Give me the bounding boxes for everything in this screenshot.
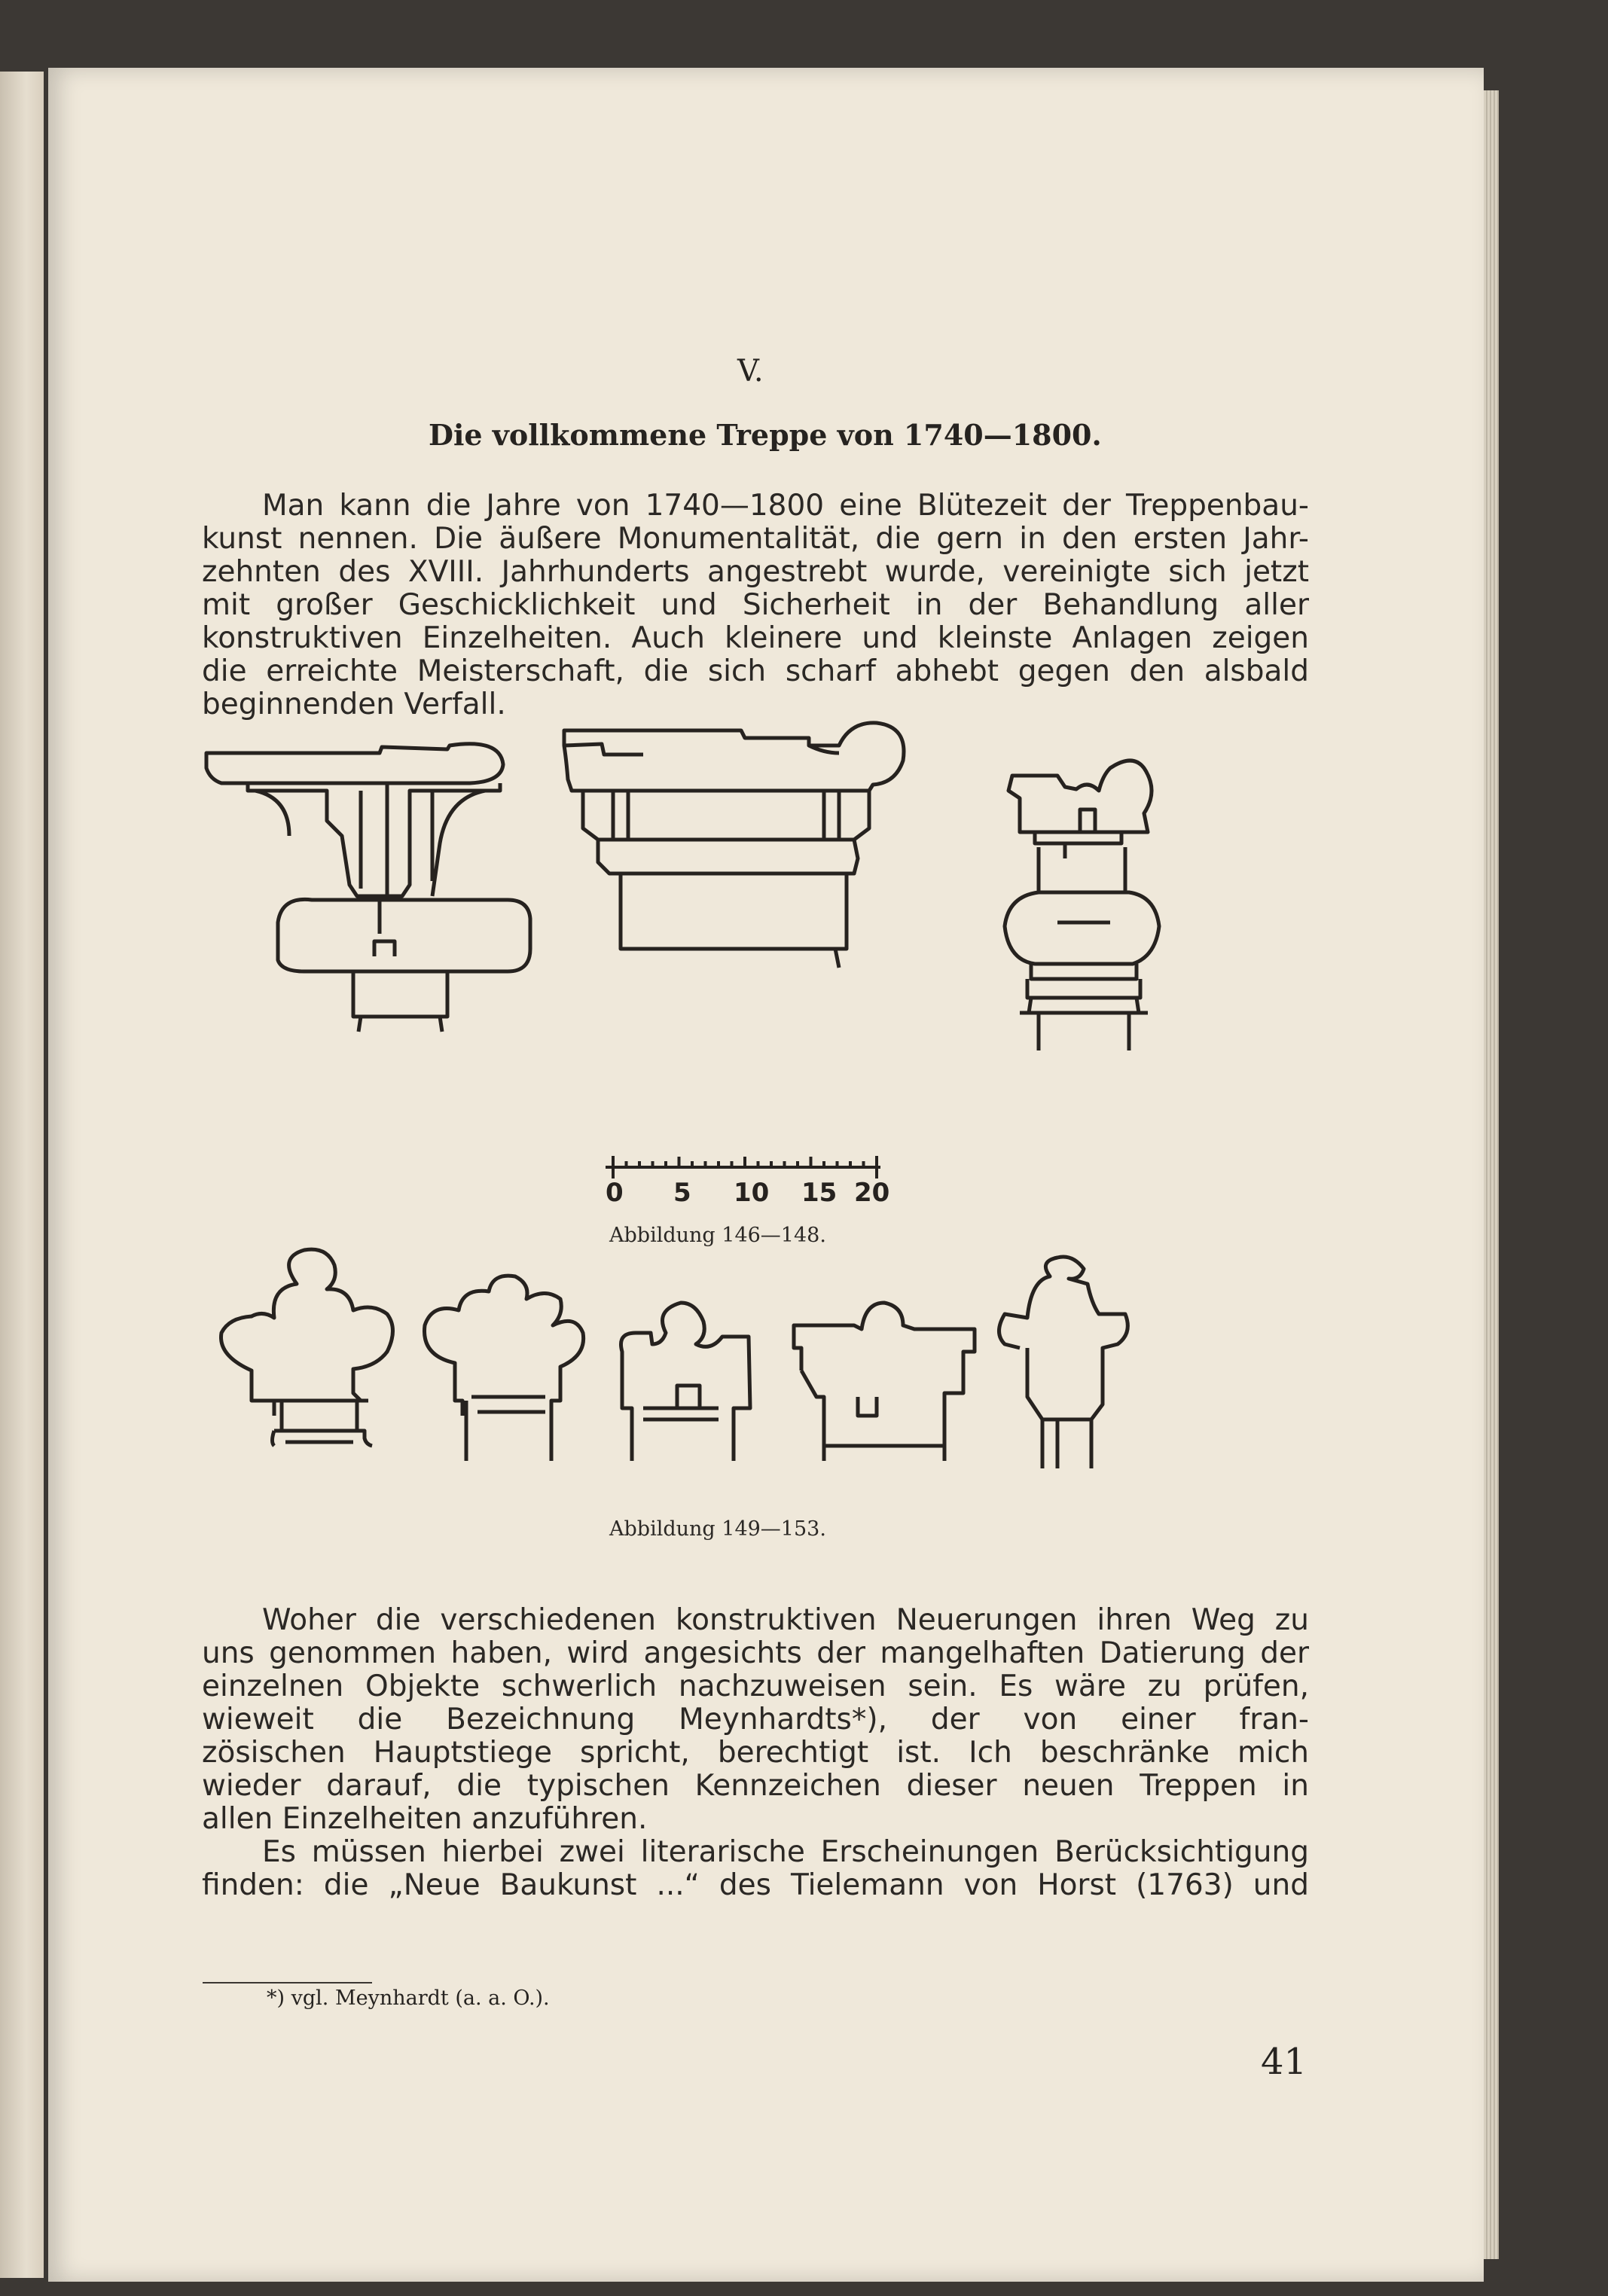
scale-label: 0 — [606, 1178, 624, 1208]
scale-label: 10 — [734, 1178, 770, 1208]
figure-caption-149-153: Abbildung 149—153. — [609, 1517, 826, 1541]
text-line: Es müssen hierbei zwei literarische Erscheinungen Berücksichtigung — [262, 1835, 1309, 1869]
newel-drawing-149 — [221, 1249, 393, 1446]
text-line: Woher die verschiedenen konstruktiven Neuerungen ihren Weg zu — [262, 1603, 1309, 1637]
chapter-title: Die vollkommene Treppe von 1740—1800. — [429, 418, 1102, 452]
paragraph-2 — [202, 1604, 1309, 1902]
paragraph-1 — [202, 489, 1309, 721]
scale-bar — [606, 1156, 880, 1178]
newel-drawing-150 — [425, 1276, 584, 1461]
figure-caption-146-148: Abbildung 146—148. — [609, 1224, 826, 1247]
newel-drawing-148 — [1005, 761, 1159, 1050]
text-line: kunst nennen. Die äußere Monumentalität, die gern in den ersten Jahr- — [202, 522, 1309, 556]
figures-146-148 — [191, 708, 1291, 1227]
text-line: zösischen Hauptstiege spricht, berechtigt ist. Ich beschränke mich — [202, 1736, 1309, 1770]
text-line: zehnten des XVIII. Jahrhunderts angestrebt wurde, vereinigte sich jetzt — [202, 555, 1309, 589]
scale-label: 15 — [801, 1178, 838, 1208]
text-line: allen Einzelheiten anzuführen. — [202, 1802, 648, 1836]
newel-drawing-151 — [621, 1303, 750, 1461]
scale-label: 5 — [673, 1178, 691, 1208]
footnote-divider — [203, 1982, 372, 1983]
book-page — [48, 68, 1484, 2282]
text-line: wieweit die Bezeichnung Meynhardts*), der von einer fran- — [202, 1703, 1309, 1736]
newel-drawing-152 — [794, 1303, 975, 1461]
text-line: uns genommen haben, wird angesichts der mangelhaften Datierung der — [202, 1636, 1309, 1670]
text-line: einzelnen Objekte schwerlich nachzuweisen sein. Es wäre zu prüfen, — [202, 1669, 1309, 1703]
text-line: wieder darauf, die typischen Kennzeichen dieser neuen Treppen in — [202, 1769, 1309, 1803]
text-line: konstruktiven Einzelheiten. Auch kleinere und kleinste Anlagen zeigen — [202, 621, 1309, 655]
left-page-edge — [0, 72, 44, 2278]
text-line: mit großer Geschicklichkeit und Sicherheit in der Behandlung aller — [202, 588, 1309, 622]
newel-drawing-146 — [206, 744, 530, 1032]
text-line: finden: die „Neue Baukunst ...“ des Tielemann von Horst (1763) und — [202, 1868, 1309, 1902]
newel-drawing-153 — [999, 1257, 1128, 1468]
text-line: beginnenden Verfall. — [202, 688, 506, 721]
page-number: 41 — [1261, 2041, 1307, 2083]
figures-149-153 — [191, 1243, 1291, 1514]
newel-drawing-147 — [564, 723, 904, 968]
text-line: die erreichte Meisterschaft, die sich scharf abhebt gegen den alsbald — [202, 654, 1309, 688]
footnote: *) vgl. Meynhardt (a. a. O.). — [267, 1987, 550, 2010]
chapter-number: V. — [737, 354, 764, 389]
scale-label: 20 — [854, 1178, 890, 1208]
text-line: Man kann die Jahre von 1740—1800 eine Blütezeit der Treppenbau- — [262, 489, 1309, 523]
scale-labels — [606, 1178, 889, 1208]
